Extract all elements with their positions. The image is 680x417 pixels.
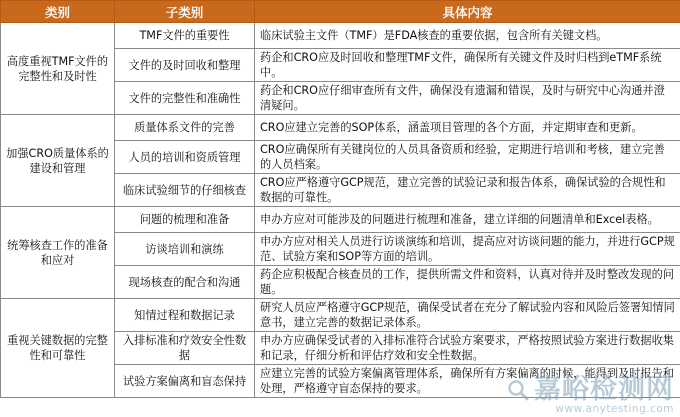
watermark-url: www.anytesting.com: [555, 403, 674, 415]
subcategory-cell: 质量体系文件的完善: [115, 115, 255, 141]
content-cell: 申办方应对可能涉及的问题进行梳理和准备，建立详细的问题清单和Excel表格。: [255, 207, 680, 233]
table-header-row: [1, 1, 680, 23]
content-cell: 应建立完善的试验方案偏离管理体系，确保所有方案偏离的时候，能得到及时报告和处理，严格遵守盲态保持的要求。: [255, 365, 680, 398]
category-cell: 高度重视TMF文件的完整性和及时性: [1, 23, 115, 115]
subcategory-cell: 入排标准和疗效安全性数据: [115, 332, 255, 365]
content-cell: 临床试验主文件（TMF）是FDA核查的重要依据，包含所有关键文档。: [255, 23, 680, 49]
subcategory-cell: 人员的培训和资质管理: [115, 141, 255, 174]
subcategory-cell: 临床试验细节的仔细核查: [115, 174, 255, 207]
subcategory-cell: TMF文件的重要性: [115, 23, 255, 49]
subcategory-cell: 知情过程和数据记录: [115, 299, 255, 332]
subcategory-cell: 现场核查的配合和沟通: [115, 266, 255, 299]
watermark-cn: 嘉峪检测网: [534, 374, 674, 405]
subcategory-cell: 问题的梳理和准备: [115, 207, 255, 233]
content-cell: CRO应建立完善的SOP体系，涵盖项目管理的各个方面，并定期审查和更新。: [255, 115, 680, 141]
category-cell: 加强CRO质量体系的建设和管理: [1, 115, 115, 207]
subcategory-cell: 文件的及时回收和整理: [115, 49, 255, 82]
content-cell: 药企和CRO应及时回收和整理TMF文件，确保所有关键文件及时归档到eTMF系统中。: [255, 49, 680, 82]
table-row: [1, 23, 680, 49]
category-cell: 统筹核查工作的准备和应对: [1, 207, 115, 299]
content-cell: 申办方应对相关人员进行访谈演练和培训，提高应对访谈问题的能力，并进行GCP规范、试验方案和SOP等方面的培训。: [255, 233, 680, 266]
content-cell: CRO应确保所有关键岗位的人员具备资质和经验，定期进行培训和考核，建立完善的人员档案。: [255, 141, 680, 174]
table-row: [1, 115, 680, 141]
subcategory-cell: 文件的完整性和准确性: [115, 82, 255, 115]
header-category: 类别: [1, 1, 115, 23]
content-cell: 药企和CRO应仔细审查所有文件，确保没有遗漏和错误，及时与研究中心沟通并澄清疑问。: [255, 82, 680, 115]
header-content: 具体内容: [255, 1, 680, 23]
header-subcategory: 子类别: [115, 1, 255, 23]
content-cell: 药企应积极配合核查员的工作，提供所需文件和资料，认真对待并及时整改发现的问题。: [255, 266, 680, 299]
table-row: [1, 207, 680, 233]
content-cell: CRO应严格遵守GCP规范，建立完善的试验记录和报告体系，确保试验的合规性和数据的可靠性。: [255, 174, 680, 207]
content-cell: 申办方应确保受试者的入排标准符合试验方案要求，严格按照试验方案进行数据收集和记录，仔细分析和评估疗效和安全性数据。: [255, 332, 680, 365]
content-cell: 研究人员应严格遵守GCP规范，确保受试者在充分了解试验内容和风险后签署知情同意书，建立完善的数据记录体系。: [255, 299, 680, 332]
subcategory-cell: 试验方案偏离和盲态保持: [115, 365, 255, 398]
subcategory-cell: 访谈培训和演练: [115, 233, 255, 266]
category-cell: 重视关键数据的完整性和可靠性: [1, 299, 115, 398]
table-row: [1, 299, 680, 332]
